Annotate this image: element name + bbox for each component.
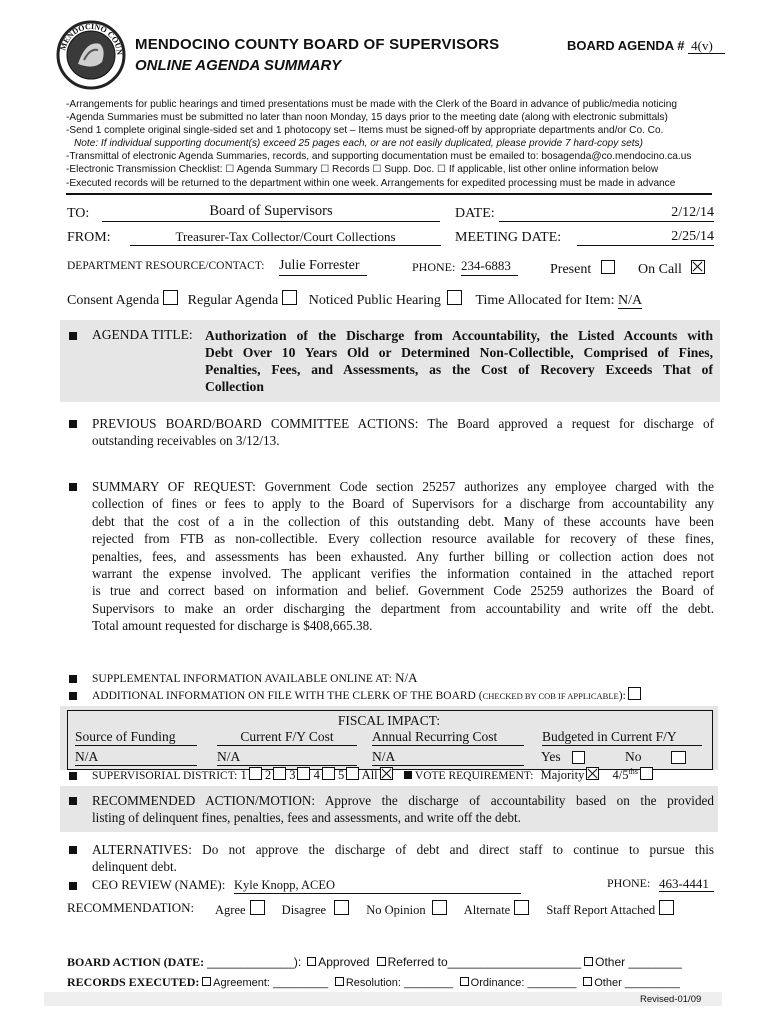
staff-report-checkbox[interactable] <box>659 900 674 915</box>
other-action-checkbox[interactable] <box>584 957 593 966</box>
present-checkbox[interactable] <box>601 260 615 274</box>
regular-agenda-checkbox[interactable] <box>282 290 297 305</box>
agreement-blank[interactable]: _________ <box>273 977 329 989</box>
district-1-checkbox[interactable] <box>249 767 262 780</box>
agenda-title-line: Debt Over 10 Years Old or Determined Non-Collectible, Comprised of Fines, <box>205 345 713 360</box>
summary-text: collection of fines or fees to apply to the Board of Supervisors for a discharge from accountability any <box>92 496 714 512</box>
form-title: MENDOCINO COUNTY BOARD OF SUPERVISORS <box>135 36 500 53</box>
records-executed-row <box>67 975 680 990</box>
resolution-label: Resolution: <box>345 977 401 989</box>
agenda-title-text <box>205 327 713 395</box>
agenda-title-line: Penalties, Fees, and Assessments, as the Cost of Recovery Exceeds That of <box>205 362 713 377</box>
instruction-line: -Send 1 complete original single-sided set and 1 photocopy set – Items must be signed-off by appropriate departments and/or Co. Co. <box>66 125 664 137</box>
other-record-blank[interactable]: _________ <box>624 977 680 989</box>
phone-field[interactable] <box>461 258 518 276</box>
no-opinion-checkbox[interactable] <box>432 900 447 915</box>
to-field[interactable] <box>102 203 440 222</box>
present-option <box>550 260 615 278</box>
from-label: FROM: <box>67 230 111 245</box>
other-action-label: Other <box>595 955 626 969</box>
supplemental-info <box>92 670 418 686</box>
budgeted-header: Budgeted in Current F/Y <box>542 729 702 746</box>
form-subtitle: ONLINE AGENDA SUMMARY <box>135 57 342 74</box>
additional-info <box>92 687 641 702</box>
district-5-label: 5 <box>337 768 345 783</box>
summary-text: debt that the cost of a in the collection of this outstanding debt. Many of these accounts have been <box>92 513 714 529</box>
bullet-icon <box>404 771 412 779</box>
staff-report-label: Staff Report Attached <box>546 903 656 917</box>
instruction-line: -Agenda Summaries must be submitted no later than noon Monday, 15 days prior to the meeting date (along with electronic submittals) <box>66 112 668 124</box>
district-3-checkbox[interactable] <box>297 767 310 780</box>
records-executed-label: RECORDS EXECUTED: <box>67 975 200 989</box>
ceo-review-name-field[interactable] <box>234 878 521 894</box>
alternatives-text: Do not approve the discharge of debt and direct staff to continue to pursue this <box>202 842 714 857</box>
district-row <box>92 767 653 783</box>
agenda-type-row <box>67 290 642 309</box>
instruction-line: -Transmittal of electronic Agenda Summaries, records, and supporting documentation must be emailed to: bosagenda@co.mendocino.ca.us <box>66 151 692 163</box>
ceo-review-label: CEO REVIEW (NAME): <box>92 877 226 892</box>
agreement-label: Agreement: <box>213 977 270 989</box>
approved-label: Approved <box>318 955 370 969</box>
meeting-date-field[interactable] <box>577 229 714 246</box>
svg-text:MENDOCINO COUNTY: MENDOCINO COUN <box>58 21 125 56</box>
district-4-label: 4 <box>313 768 320 783</box>
recommended-action-text: listing of delinquent fines, penalties, fees and assessments, and write off the debt. <box>92 810 521 826</box>
budgeted-yes-label: Yes <box>541 749 561 764</box>
bullet-icon <box>69 483 77 491</box>
alternate-checkbox[interactable] <box>514 900 529 915</box>
alternate-label: Alternate <box>463 903 511 917</box>
county-seal <box>56 20 126 90</box>
other-action-blank[interactable]: ________ <box>628 955 682 969</box>
board-action-label: BOARD ACTION (DATE: <box>67 955 205 969</box>
noticed-hearing-checkbox[interactable] <box>447 290 462 305</box>
referred-label: Referred to <box>387 955 448 969</box>
summary-text: penalties, fees, and assessments has been exhausted. Any further billing or collection action does not <box>92 548 714 564</box>
fiscal-value-row <box>67 749 642 765</box>
agenda-title-line: Collection <box>205 379 264 394</box>
other-record-label: Other <box>594 977 622 989</box>
meeting-date-label: MEETING DATE: <box>455 230 562 245</box>
bullet-icon <box>69 332 77 340</box>
board-agenda-number: BOARD AGENDA # 4(v) <box>567 38 725 54</box>
contact-value: Julie Forrester <box>279 258 360 273</box>
disagree-label: Disagree <box>281 903 327 917</box>
revised-date: Revised-01/09 <box>640 994 702 1005</box>
four-fifths-checkbox[interactable] <box>640 767 653 780</box>
district-1-label: 1 <box>240 768 247 783</box>
additional-checkbox[interactable] <box>628 687 641 700</box>
consent-agenda-label: Consent Agenda <box>67 293 160 308</box>
bullet-icon <box>69 882 77 890</box>
board-action-date-blank[interactable]: _____________ <box>207 955 294 969</box>
ceo-phone: 463-4441 <box>659 876 709 891</box>
summary-text: rejected from FTB as non-collectible. Every collection resource available for recovery of these fines, <box>92 531 714 547</box>
district-label: SUPERVISORIAL DISTRICT: <box>92 770 238 783</box>
district-5-checkbox[interactable] <box>346 767 359 780</box>
district-all-label: All <box>361 768 378 783</box>
no-opinion-label: No Opinion <box>366 903 426 917</box>
recommended-action <box>92 792 714 827</box>
majority-checkbox[interactable] <box>586 767 599 780</box>
summary-text: warrant the expense involved. The applicant verifies the information contained in the attached report <box>92 566 714 582</box>
bullet-icon <box>69 846 77 854</box>
date-label: DATE: <box>455 206 495 221</box>
date-value: 2/12/14 <box>671 205 714 220</box>
ordinance-checkbox[interactable] <box>460 977 469 986</box>
ordinance-label: Ordinance: <box>470 977 525 989</box>
annual-recurring-cost-value: N/A <box>372 749 524 766</box>
to-label: TO: <box>67 206 90 221</box>
bullet-icon <box>69 797 77 805</box>
ceo-review-name: Kyle Knopp, ACEO <box>234 878 336 892</box>
ceo-phone-field[interactable] <box>659 876 714 892</box>
bullet-icon <box>69 675 77 683</box>
additional-end: ): <box>618 690 626 702</box>
four-fifths-suffix: ths <box>628 767 638 776</box>
supplemental-label: SUPPLEMENTAL INFORMATION AVAILABLE ONLINE AT: <box>92 673 392 685</box>
summary-of-request <box>92 478 714 635</box>
oncall-label: On Call <box>638 262 682 277</box>
agreement-checkbox[interactable] <box>202 977 211 986</box>
district-3-label: 3 <box>289 768 296 783</box>
four-fifths-label: 4/5 <box>612 768 629 783</box>
summary-label: SUMMARY OF REQUEST: <box>92 479 256 494</box>
ordinance-blank[interactable]: ________ <box>527 977 577 989</box>
recommended-action-text: Approve the discharge of accountability based on the provided <box>324 793 714 808</box>
budgeted-yes-checkbox[interactable] <box>572 751 585 764</box>
vote-requirement-label: VOTE REQUIREMENT: <box>414 770 534 783</box>
recommendation-label: RECOMMENDATION: <box>67 900 195 915</box>
alternatives <box>92 841 714 876</box>
previous-actions <box>92 415 714 450</box>
phone-label: PHONE: <box>412 260 456 274</box>
bullet-icon <box>69 772 77 780</box>
district-2-checkbox[interactable] <box>273 767 286 780</box>
instruction-line: -Arrangements for public hearings and timed presentations must be made with the Clerk of the Board in advance of public/media noticing <box>66 99 678 110</box>
time-allocated-value: N/A <box>618 293 643 308</box>
majority-label: Majority <box>540 768 585 783</box>
instructions-block <box>66 98 706 190</box>
contact-label: DEPARTMENT RESOURCE/CONTACT: <box>67 260 265 272</box>
present-label: Present <box>550 262 592 277</box>
previous-actions-text: The Board approved a request for discharge of <box>427 416 714 431</box>
fiscal-impact-title: FISCAL IMPACT: <box>337 713 441 728</box>
consent-agenda-checkbox[interactable] <box>163 290 178 305</box>
source-of-funding-header: Source of Funding <box>75 729 197 746</box>
approved-checkbox[interactable] <box>307 957 316 966</box>
summary-text: Government Code section 25257 authorizes any employee charged with the <box>264 479 715 494</box>
summary-text: Supervisors to make an order discharging the department from accountability and write off the debt. <box>92 600 714 616</box>
footer-bar <box>44 992 722 1006</box>
previous-actions-label: PREVIOUS BOARD/BOARD COMMITTEE ACTIONS: <box>92 416 419 431</box>
meeting-date-value: 2/25/14 <box>671 229 714 244</box>
disagree-checkbox[interactable] <box>334 900 349 915</box>
other-record-checkbox[interactable] <box>583 977 592 986</box>
source-of-funding-value: N/A <box>75 749 197 766</box>
previous-actions-text: outstanding receivables on 3/12/13. <box>92 433 280 449</box>
ceo-phone-label: PHONE: <box>607 876 651 890</box>
budgeted-no-checkbox[interactable] <box>671 751 686 764</box>
summary-total: Total amount requested for discharge is $408,665.38. <box>92 618 373 634</box>
time-allocated-label: Time Allocated for Item: <box>475 293 615 308</box>
instruction-line: Note: If individual supporting document(s) exceed 25 pages each, or are not easily duplicated, please provide 7 hard-copy sets) <box>74 138 643 150</box>
from-value: Treasurer-Tax Collector/Court Collections <box>175 229 396 244</box>
summary-text: is true and correct based on information and belief. Government Code 25259 authorizes the Board of <box>92 583 714 599</box>
recommended-action-label: RECOMMENDED ACTION/MOTION: <box>92 793 316 808</box>
district-4-checkbox[interactable] <box>322 767 335 780</box>
current-fy-cost-header: Current F/Y Cost <box>217 729 357 746</box>
bullet-icon <box>69 420 77 428</box>
agree-label: Agree <box>215 903 246 917</box>
resolution-checkbox[interactable] <box>335 977 344 986</box>
noticed-hearing-label: Noticed Public Hearing <box>308 293 441 308</box>
date-field[interactable] <box>499 205 714 222</box>
agree-checkbox[interactable] <box>250 900 265 915</box>
district-2-label: 2 <box>264 768 272 783</box>
contact-field[interactable] <box>279 258 367 276</box>
supplemental-value: N/A <box>395 670 418 685</box>
board-action-row <box>67 955 682 970</box>
to-value: Board of Supervisors <box>209 203 333 219</box>
oncall-checkbox[interactable] <box>691 260 705 274</box>
agenda-title-line: Authorization of the Discharge from Accountability, the Listed Accounts with <box>205 328 713 343</box>
header-divider <box>66 193 712 195</box>
referred-blank[interactable]: ____________________ <box>447 955 582 969</box>
phone-value: 234-6883 <box>461 258 511 273</box>
from-field[interactable] <box>130 229 441 246</box>
additional-note: CHECKED BY COB IF APPLICABLE <box>482 691 619 701</box>
alternatives-label: ALTERNATIVES: <box>92 842 192 857</box>
district-all-checkbox[interactable] <box>380 767 393 780</box>
alternatives-text: delinquent debt. <box>92 859 177 875</box>
annual-recurring-cost-header: Annual Recurring Cost <box>372 729 524 746</box>
referred-checkbox[interactable] <box>377 957 386 966</box>
budgeted-no-label: No <box>625 749 642 764</box>
additional-label: ADDITIONAL INFORMATION ON FILE WITH THE CLERK OF THE BOARD ( <box>92 690 483 702</box>
board-action-close: ): <box>293 955 302 969</box>
bullet-icon <box>69 692 77 700</box>
current-fy-cost-value: N/A <box>217 749 357 766</box>
regular-agenda-label: Regular Agenda <box>187 293 279 308</box>
instruction-line: -Electronic Transmission Checklist: ☐ Agenda Summary ☐ Records ☐ Supp. Doc. ☐ If applicable, list other online information below <box>66 164 659 176</box>
recommendation-options <box>215 900 674 918</box>
instruction-line: -Executed records will be returned to the department within one week. Arrangements for expedited processing must be made in advance <box>66 177 676 189</box>
agenda-title-label: AGENDA TITLE: <box>92 327 193 342</box>
resolution-blank[interactable]: ________ <box>403 977 453 989</box>
oncall-option <box>638 260 705 278</box>
